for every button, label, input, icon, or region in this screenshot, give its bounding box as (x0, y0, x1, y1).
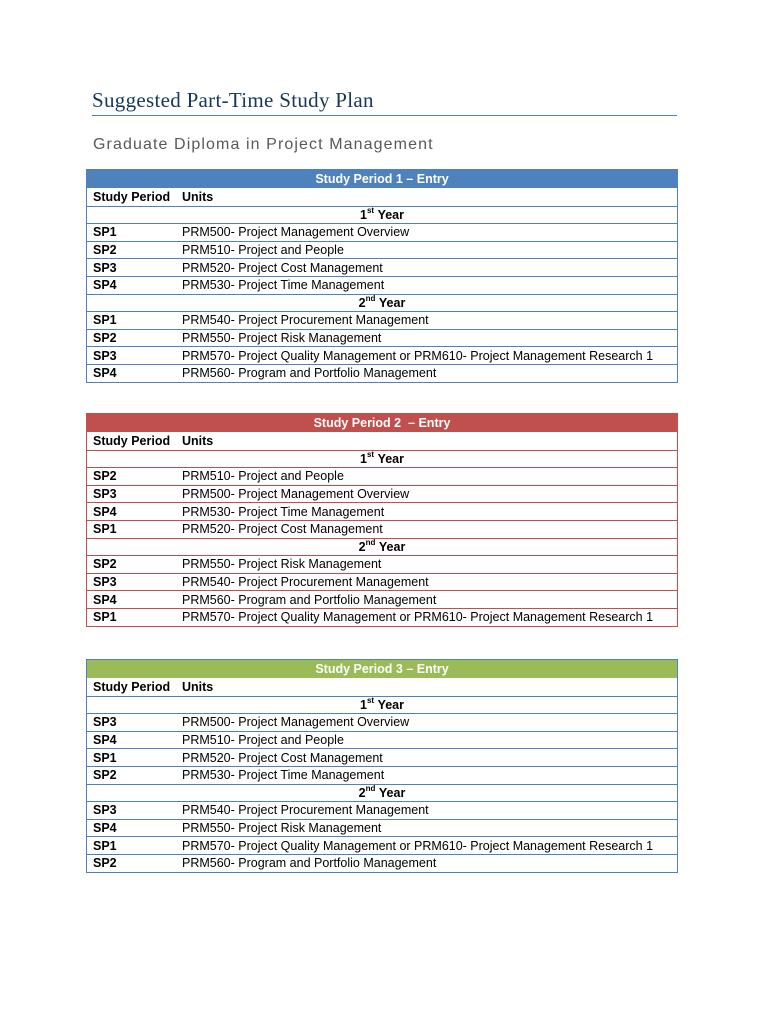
period-cell: SP2 (93, 768, 117, 783)
unit-cell: PRM520- Project Cost Management (182, 522, 383, 537)
year-number: 1 (360, 207, 367, 222)
unit-cell: PRM540- Project Procurement Management (182, 313, 429, 328)
unit-cell: PRM540- Project Procurement Management (182, 575, 429, 590)
table-row (87, 520, 677, 538)
unit-cell: PRM560- Program and Portfolio Management (182, 592, 437, 607)
period-cell: SP1 (93, 750, 117, 765)
year-number: 1 (360, 697, 367, 712)
document-title: Suggested Part-Time Study Plan (92, 88, 374, 112)
table-row (87, 836, 677, 854)
unit-cell: PRM570- Project Quality Management or PRM610- Project Management Research 1 (182, 610, 654, 625)
document-subtitle: Graduate Diploma in Project Management (93, 136, 434, 153)
year-label: Year (377, 697, 404, 712)
unit-cell: PRM510- Project and People (182, 243, 344, 258)
unit-cell: PRM530- Project Time Management (182, 768, 385, 783)
year-label: Year (378, 539, 406, 554)
period-cell: SP4 (93, 733, 117, 748)
year-label: Year (378, 295, 406, 310)
period-cell: SP1 (93, 313, 117, 328)
unit-cell: PRM550- Project Risk Management (182, 331, 382, 346)
period-cell: SP2 (93, 469, 117, 484)
unit-cell: PRM510- Project and People (182, 469, 344, 484)
table-row (87, 573, 677, 591)
study-plan-table-2 (86, 413, 678, 627)
year-number: 2 (358, 295, 366, 310)
unit-cell: PRM510- Project and People (182, 733, 344, 748)
period-cell: SP2 (93, 557, 117, 572)
year-label: Year (377, 451, 404, 466)
unit-cell: PRM520- Project Cost Management (182, 260, 383, 275)
unit-cell: PRM540- Project Procurement Management (182, 803, 429, 818)
period-cell: SP4 (93, 504, 117, 519)
table-row (87, 311, 677, 329)
year-number: 2 (358, 539, 366, 554)
unit-cell: PRM550- Project Risk Management (182, 557, 382, 572)
table-row (87, 854, 677, 872)
table-header: Study Period 2 – Entry (87, 414, 677, 432)
column-header-row (87, 678, 677, 696)
unit-cell: PRM500- Project Management Overview (182, 487, 410, 502)
period-cell: SP4 (93, 366, 117, 381)
table-row (87, 819, 677, 837)
period-cell: SP2 (93, 331, 117, 346)
period-cell: SP3 (93, 715, 117, 730)
column-header-period: Study Period (93, 433, 171, 448)
unit-cell: PRM560- Program and Portfolio Management (182, 856, 437, 871)
unit-cell: PRM560- Program and Portfolio Management (182, 366, 437, 381)
study-plan-table-1 (86, 169, 678, 383)
unit-cell: PRM570- Project Quality Management or PRM610- Project Management Research 1 (182, 348, 654, 363)
period-cell: SP3 (93, 487, 117, 502)
table-header: Study Period 1 – Entry (87, 170, 677, 188)
table-row (87, 485, 677, 503)
year-label: Year (378, 785, 406, 800)
period-cell: SP1 (93, 838, 117, 853)
table-row (87, 766, 677, 784)
unit-cell: PRM550- Project Risk Management (182, 821, 382, 836)
year-row: 2 $^{nd}$ Year (87, 538, 677, 556)
column-header-units: Units (182, 433, 214, 448)
period-cell: SP2 (93, 243, 117, 258)
year-number: 2 (358, 785, 366, 800)
table-row (87, 608, 677, 626)
period-cell: SP2 (93, 856, 117, 871)
table-row (87, 590, 677, 608)
unit-cell: PRM530- Project Time Management (182, 278, 385, 293)
column-header-units: Units (182, 189, 214, 204)
period-cell: SP4 (93, 821, 117, 836)
column-header-units: Units (182, 679, 214, 694)
table-row (87, 801, 677, 819)
year-row: 1 $^{st}$ Year (87, 450, 677, 468)
column-header-row (87, 188, 677, 206)
unit-cell: PRM570- Project Quality Management or PRM610- Project Management Research 1 (182, 838, 654, 853)
table-row (87, 223, 677, 241)
period-cell: SP3 (93, 803, 117, 818)
year-row: 2 $^{nd}$ Year (87, 784, 677, 802)
period-cell: SP4 (93, 592, 117, 607)
table-header: Study Period 3 – Entry (87, 660, 677, 678)
table-row (87, 241, 677, 259)
table-row (87, 555, 677, 573)
period-cell: SP1 (93, 225, 117, 240)
period-cell: SP1 (93, 522, 117, 537)
unit-cell: PRM500- Project Management Overview (182, 225, 410, 240)
column-header-period: Study Period (93, 189, 171, 204)
period-cell: SP1 (93, 610, 117, 625)
table-row (87, 329, 677, 347)
table-row (87, 364, 677, 382)
year-label: Year (377, 207, 404, 222)
year-row: 1 $^{st}$ Year (87, 206, 677, 224)
column-header-period: Study Period (93, 679, 171, 694)
year-row: 2 $^{nd}$ Year (87, 294, 677, 312)
period-cell: SP3 (93, 348, 117, 363)
title-rule (92, 115, 677, 116)
period-cell: SP4 (93, 278, 117, 293)
table-row (87, 748, 677, 766)
unit-cell: PRM500- Project Management Overview (182, 715, 410, 730)
table-row (87, 346, 677, 364)
unit-cell: PRM520- Project Cost Management (182, 750, 383, 765)
table-row (87, 467, 677, 485)
table-row (87, 258, 677, 276)
period-cell: SP3 (93, 575, 117, 590)
study-plan-table-3 (86, 659, 678, 873)
year-row: 1 $^{st}$ Year (87, 696, 677, 714)
period-cell: SP3 (93, 260, 117, 275)
table-row (87, 713, 677, 731)
year-number: 1 (360, 451, 367, 466)
table-row (87, 502, 677, 520)
table-row (87, 276, 677, 294)
column-header-row (87, 432, 677, 450)
unit-cell: PRM530- Project Time Management (182, 504, 385, 519)
table-row (87, 731, 677, 749)
